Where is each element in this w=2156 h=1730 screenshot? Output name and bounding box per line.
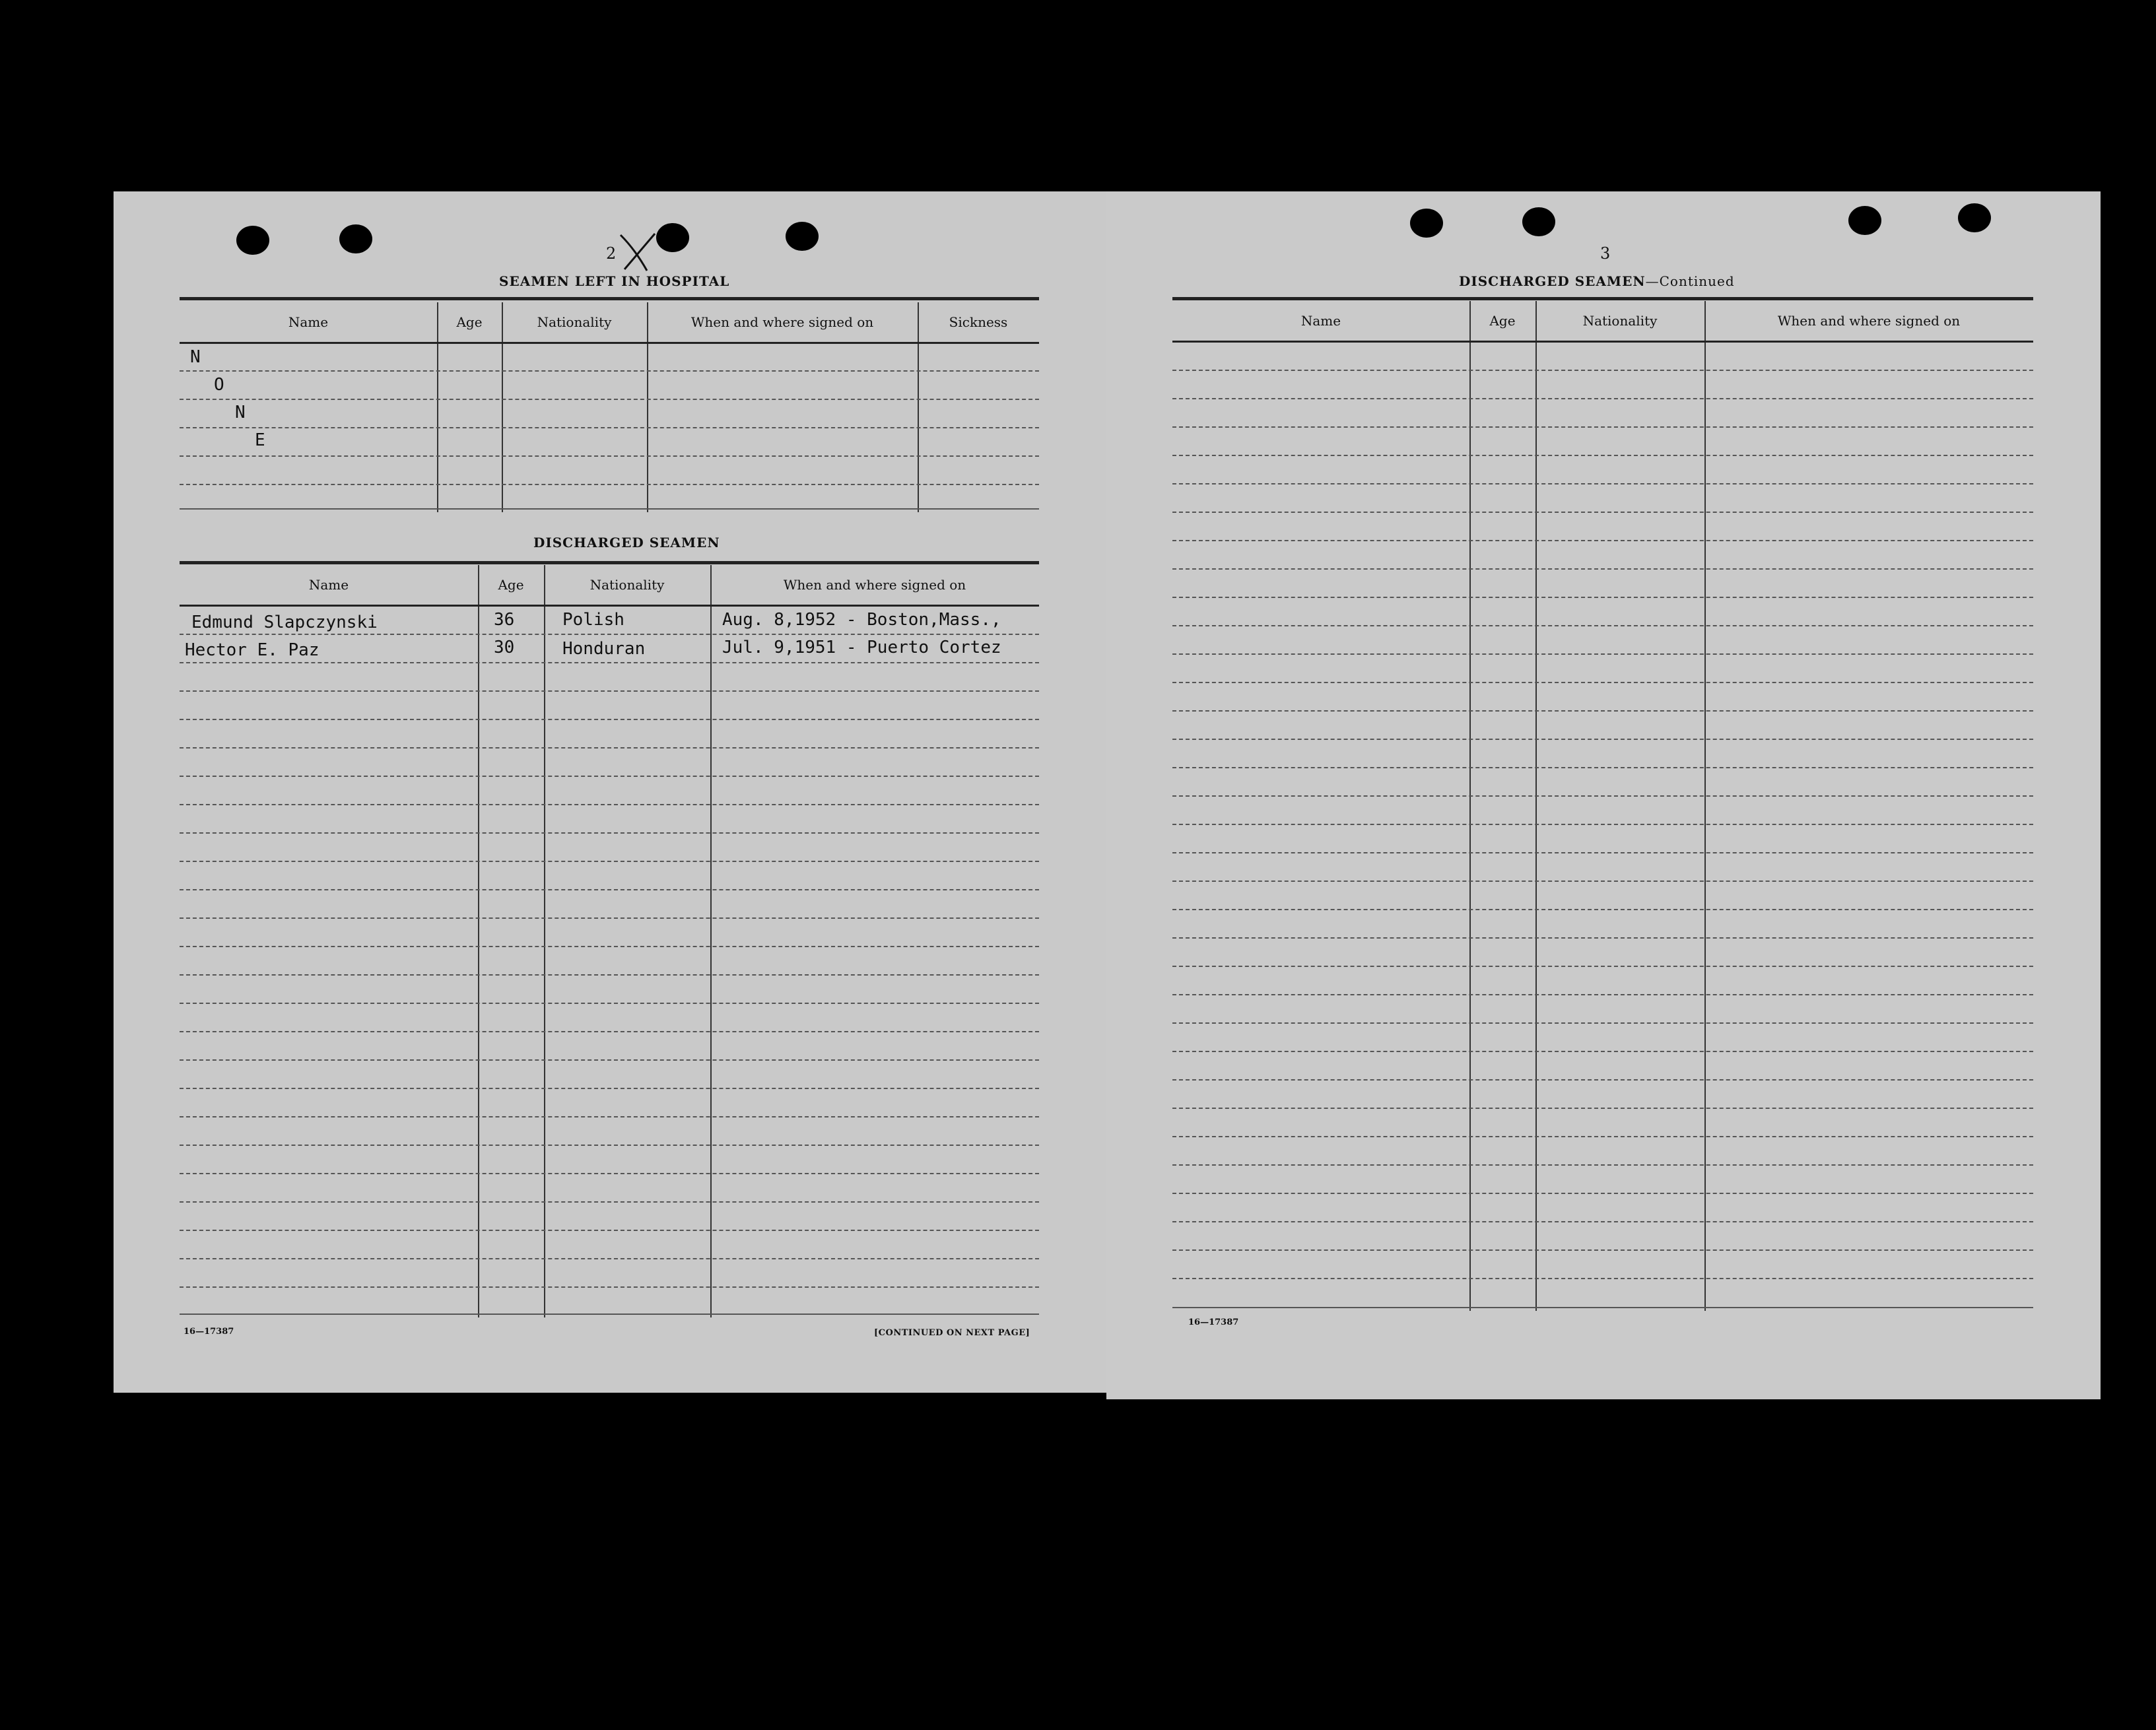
seaman-age: 36 (494, 610, 515, 630)
row-line (1172, 682, 2033, 683)
row-line (1172, 1307, 2033, 1308)
row-line (180, 455, 1039, 457)
row-line (180, 974, 1039, 976)
punch-hole (236, 226, 269, 255)
column-divider (1535, 301, 1537, 1311)
row-line (1172, 1022, 2033, 1024)
row-line (1172, 1249, 2033, 1251)
row-line (1172, 455, 2033, 456)
row-line (1172, 568, 2033, 570)
row-line (1172, 710, 2033, 712)
row-line (180, 889, 1039, 890)
row-line (1172, 426, 2033, 428)
row-line (1172, 795, 2033, 797)
row-line (1172, 824, 2033, 825)
column-divider (502, 302, 503, 512)
column-divider (710, 565, 712, 1317)
row-line (1172, 881, 2033, 882)
discharged-continued-title: DISCHARGED SEAMEN—Continued (1459, 273, 1735, 289)
row-line (180, 690, 1039, 692)
row-line (180, 484, 1039, 485)
seaman-nationality: Polish (562, 610, 624, 630)
row-line (1172, 597, 2033, 598)
row-line (180, 861, 1039, 862)
column-divider (437, 302, 438, 512)
column-header-name: Name (308, 577, 349, 593)
row-line (1172, 653, 2033, 655)
entry-letter: N (190, 347, 201, 367)
row-line (1172, 370, 2033, 371)
row-line (180, 747, 1039, 749)
section-rule (1172, 297, 2033, 300)
page-number: 3 (1600, 244, 1611, 263)
row-line (1172, 512, 2033, 513)
row-line (1172, 767, 2033, 768)
discharged-section-title: DISCHARGED SEAMEN (533, 535, 720, 550)
entry-letter: N (235, 403, 246, 422)
section-rule (180, 297, 1039, 300)
row-line (180, 634, 1039, 635)
row-line (1172, 1221, 2033, 1222)
right-page (1106, 191, 2101, 1399)
row-line (180, 508, 1039, 510)
entry-letter: E (255, 430, 265, 450)
row-line (1172, 398, 2033, 399)
column-divider (478, 565, 479, 1317)
column-header-age: Age (1489, 313, 1516, 329)
row-line (180, 427, 1039, 428)
seaman-signed-on: Jul. 9,1951 - Puerto Cortez (722, 638, 1001, 657)
header-rule (180, 605, 1039, 607)
handwritten-x-mark (615, 230, 668, 276)
entry-letter: O (214, 375, 224, 395)
row-line (180, 1286, 1039, 1288)
row-line (1172, 1079, 2033, 1081)
form-number: 16—17387 (184, 1327, 234, 1337)
row-line (1172, 1164, 2033, 1166)
seaman-name: Edmund Slapczynski (191, 613, 378, 632)
discharged-continued-table (1172, 301, 2033, 1311)
column-header-name: Name (288, 314, 329, 330)
row-line (180, 399, 1039, 400)
row-line (180, 832, 1039, 834)
column-header-signed-on: When and where signed on (691, 314, 874, 330)
row-line (180, 719, 1039, 720)
punch-hole (1848, 206, 1881, 235)
row-line (180, 804, 1039, 805)
column-header-nationality: Nationality (537, 314, 612, 330)
column-divider (918, 302, 919, 512)
punch-hole (1522, 207, 1555, 236)
row-line (1172, 966, 2033, 967)
punch-hole (786, 222, 819, 251)
row-line (1172, 540, 2033, 541)
row-line (180, 917, 1039, 919)
row-line (180, 1314, 1039, 1315)
column-divider (1469, 301, 1471, 1311)
continued-note: [CONTINUED ON NEXT PAGE] (874, 1328, 1030, 1338)
left-page (114, 191, 1106, 1393)
row-line (180, 662, 1039, 663)
column-header-signed-on: When and where signed on (783, 577, 966, 593)
row-line (180, 1116, 1039, 1117)
header-rule (1172, 341, 2033, 343)
column-divider (544, 565, 545, 1317)
seaman-age: 30 (494, 638, 515, 657)
row-line (180, 776, 1039, 777)
punch-hole (1958, 203, 1991, 232)
row-line (1172, 852, 2033, 853)
row-line (1172, 994, 2033, 995)
row-line (180, 1003, 1039, 1004)
row-line (1172, 739, 2033, 740)
row-line (1172, 1193, 2033, 1194)
row-line (180, 1031, 1039, 1032)
discharged-table (180, 565, 1039, 1317)
row-line (1172, 937, 2033, 939)
header-rule (180, 342, 1039, 344)
column-header-age: Age (498, 577, 524, 593)
row-line (1172, 1108, 2033, 1109)
row-line (180, 1230, 1039, 1231)
punch-hole (339, 224, 372, 253)
row-line (1172, 483, 2033, 484)
punch-hole (1410, 209, 1443, 238)
hospital-table (180, 302, 1039, 512)
column-header-sickness: Sickness (949, 314, 1008, 330)
row-line (1172, 625, 2033, 626)
seaman-signed-on: Aug. 8,1952 - Boston,Mass., (722, 610, 1001, 630)
row-line (1172, 1051, 2033, 1052)
seaman-name: Hector E. Paz (185, 640, 320, 660)
row-line (180, 1059, 1039, 1061)
section-rule (180, 561, 1039, 564)
hospital-section-title: SEAMEN LEFT IN HOSPITAL (499, 273, 730, 289)
row-line (180, 946, 1039, 947)
column-header-nationality: Nationality (590, 577, 665, 593)
column-header-signed-on: When and where signed on (1777, 313, 1961, 329)
row-line (180, 370, 1039, 372)
row-line (1172, 1136, 2033, 1137)
form-number: 16—17387 (1188, 1317, 1239, 1327)
seaman-nationality: Honduran (562, 639, 646, 659)
row-line (180, 1088, 1039, 1089)
column-header-nationality: Nationality (1582, 313, 1658, 329)
column-divider (1704, 301, 1706, 1311)
row-line (180, 1173, 1039, 1174)
row-line (180, 1201, 1039, 1203)
column-divider (647, 302, 648, 512)
row-line (1172, 1278, 2033, 1279)
row-line (180, 1258, 1039, 1259)
column-header-name: Name (1300, 313, 1341, 329)
row-line (180, 1145, 1039, 1146)
row-line (1172, 909, 2033, 910)
page-number: 2 (606, 244, 617, 263)
column-header-age: Age (456, 314, 483, 330)
